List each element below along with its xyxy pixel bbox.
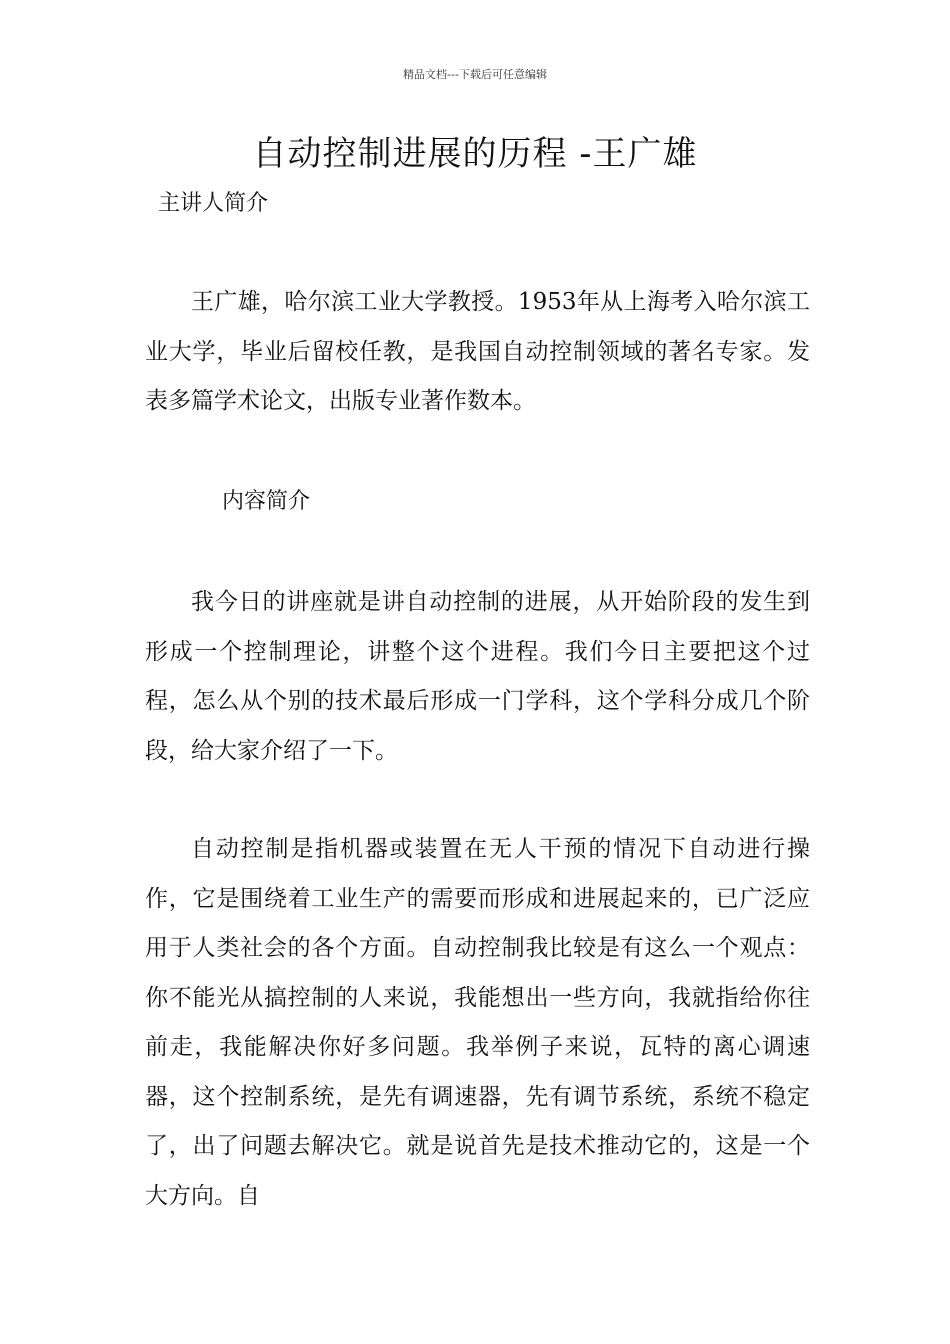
speaker-section-label: 主讲人简介 [158,191,269,216]
speaker-bio-paragraph: 王广雄，哈尔滨工业大学教授。1953年从上海考入哈尔滨工业大学，毕业后留校任教，是我国自动控制领域的著名专家。发表多篇学术论文，出版专业著作数本。 [145,289,810,414]
body-paragraph-2: 自动控制是指机器或装置在无人干预的情况下自动进行操作，它是围绕着工业生产的需要而形成和进展起来的，已广泛应用于人类社会的各个方面。自动控制我比较是有这么一个观点：你不能光从搞控制的人来说，我能想出一些方向，我就指给你往前走，我能解决你好多问题。我举例子来说，瓦特的离心调速器，这个控制系统，是先有调速器，先有调节系统，系统不稳定了，出了问题去解决它。就是说首先是技术推动它的，这是一个大方向。自 [145,836,810,1209]
document-title: 自动控制进展的历程 -王广雄 [252,134,698,174]
body-paragraph-1: 我今日的讲座就是讲自动控制的进展，从开始阶段的发生到形成一个控制理论，讲整个这个进程。我们今日主要把这个过程，怎么从个别的技术最后形成一门学科，这个学科分成几个阶段，给大家介绍了一下。 [145,589,810,764]
header-note: 精品文档---下载后可任意编辑 [403,68,547,81]
content-section-label: 内容简介 [222,489,311,514]
